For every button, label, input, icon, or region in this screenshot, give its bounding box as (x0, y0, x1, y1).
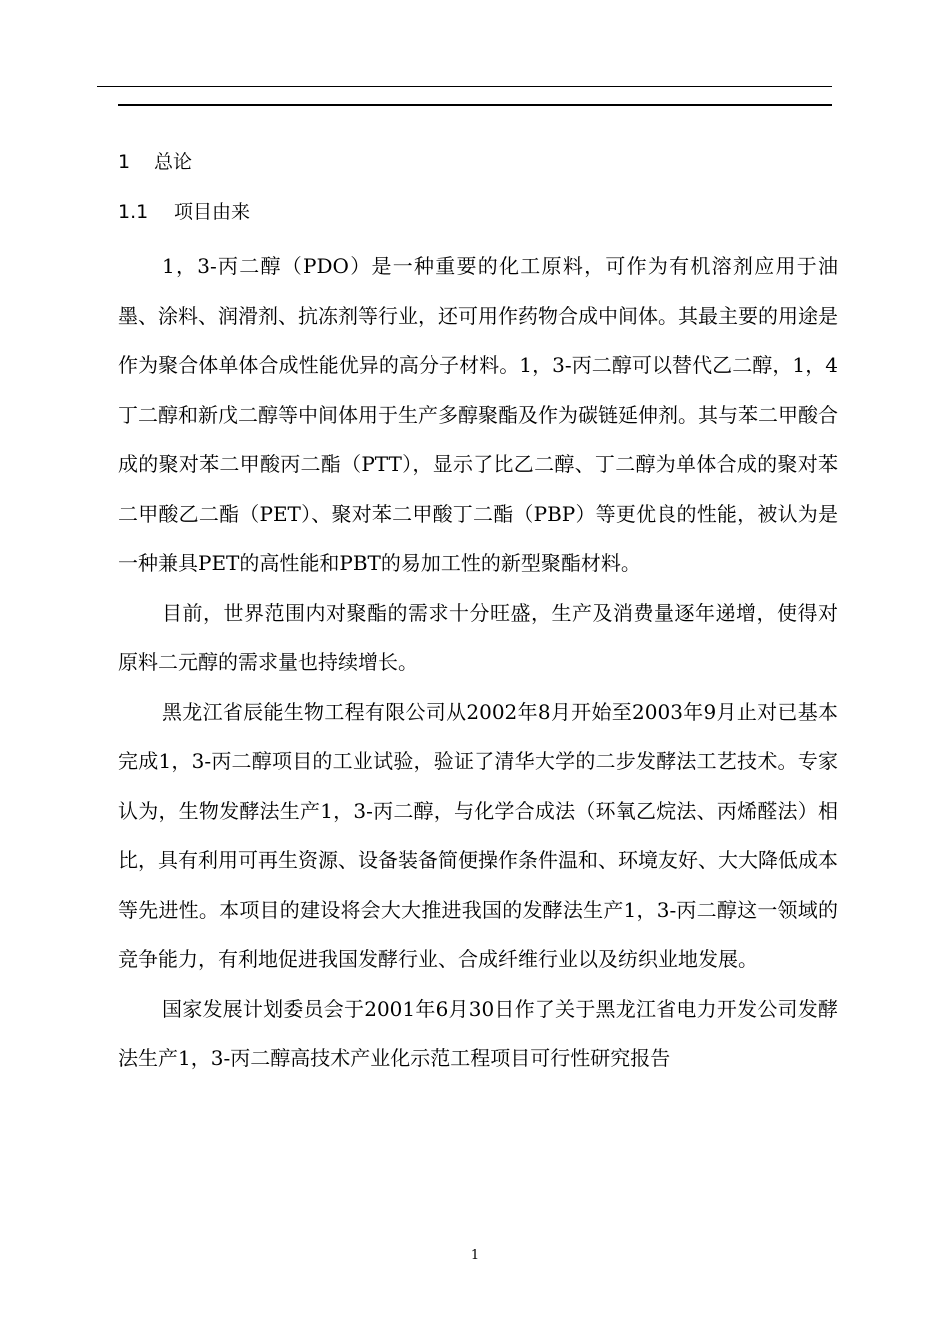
chapter-heading (118, 149, 192, 175)
page-number: 1 (470, 1248, 480, 1263)
paragraph-planning-commission: 国家发展计划委员会于2001年6月30日作了关于黑龙江省电力开发公司发酵法生产1，3-丙二醇高技术产业化示范工程项目可行性研究报告 (118, 996, 838, 1070)
header-rule-top (97, 86, 832, 87)
section-heading (118, 199, 250, 225)
paragraph-market-demand: 目前，世界范围内对聚酯的需求十分旺盛，生产及消费量逐年递增，使得对原料二元醇的需求量也持续增长。 (118, 600, 838, 674)
section-title: 项目由来 (174, 201, 251, 223)
body-text (118, 242, 838, 1084)
chapter-number: 1 (118, 151, 131, 173)
paragraph-pdo-intro: 1，3-丙二醇（PDO）是一种重要的化工原料，可作为有机溶剂应用于油墨、涂料、润滑剂、抗冻剂等行业，还可用作药物合成中间体。其最主要的用途是作为聚合体单体合成性能优异的高分子材料。1，3-丙二醇可以替代乙二醇，1，4丁二醇和新戊二醇等中间体用于生产多醇聚酯及作为碳链延伸剂。其与苯二甲酸合成的聚对苯二甲酸丙二酯（PTT），显示了比乙二醇、丁二醇为单体合成的聚对苯二甲酸乙二酯（PET）、聚对苯二甲酸丁二酯（PBP）等更优良的性能，被认为是一种兼具PET的高性能和PBT的易加工性的新型聚酯材料。 (118, 254, 838, 575)
paragraph-company-trial: 黑龙江省辰能生物工程有限公司从2002年8月开始至2003年9月止对已基本完成1，3-丙二醇项目的工业试验，验证了清华大学的二步发酵法工艺技术。专家认为，生物发酵法生产1，3-丙二醇，与化学合成法（环氧乙烷法、丙烯醛法）相比，具有利用可再生资源、设备装备简便操作条件温和、环境友好、大大降低成本等先进性。本项目的建设将会大大推进我国的发酵法生产1，3-丙二醇这一领域的竞争能力，有利地促进我国发酵行业、合成纤维行业以及纺织业地发展。 (118, 699, 838, 971)
section-number: 1.1 (118, 201, 149, 223)
chapter-title: 总论 (154, 151, 193, 173)
header-rule-bottom (118, 104, 832, 106)
